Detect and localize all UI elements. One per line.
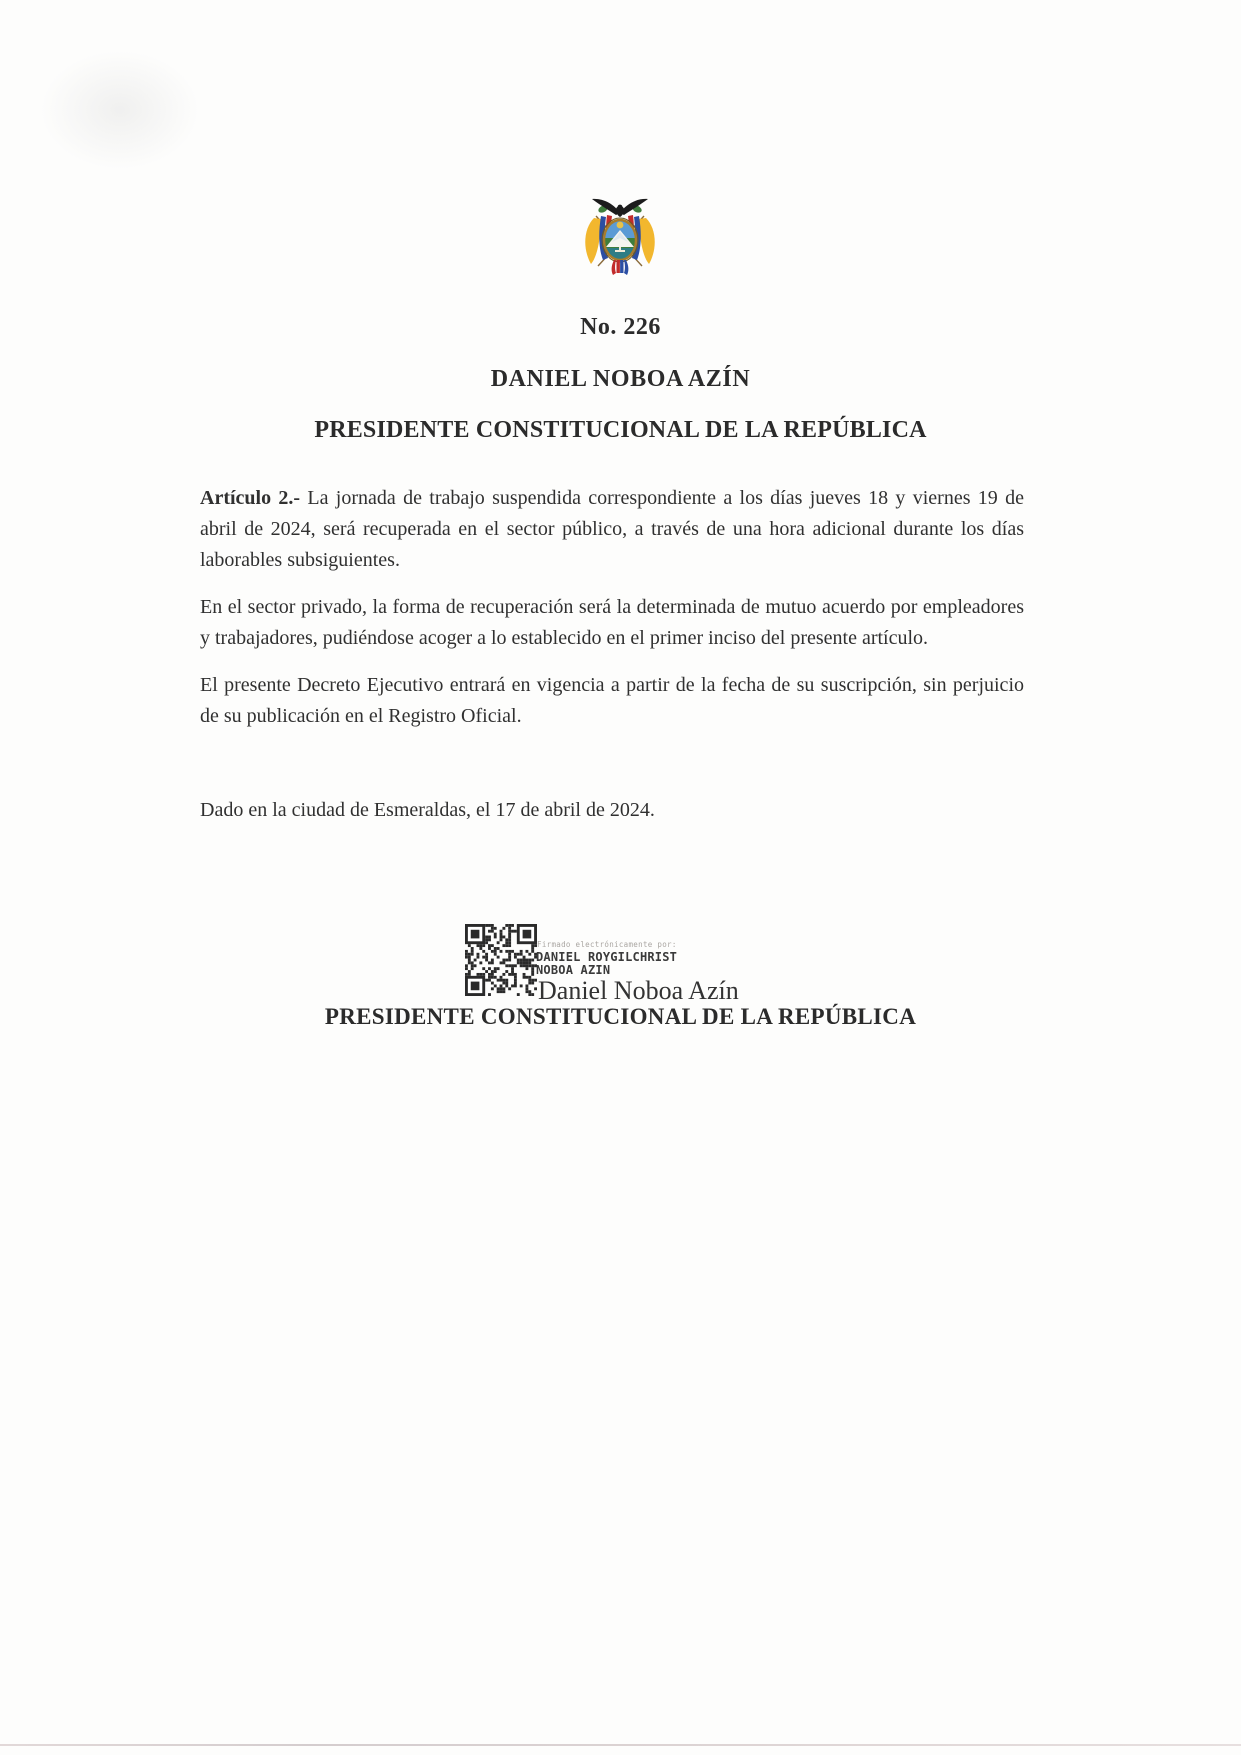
effective-date-paragraph: El presente Decreto Ejecutivo entrará en vigencia a partir de la fecha de su suscripción, sin perjuicio de su publicación en el Registro Oficial.: [200, 674, 1024, 727]
stamp-caption: Firmado electrónicamente por:: [537, 940, 677, 949]
digital-signature-qr-code: [465, 924, 537, 996]
stamp-signer-name-line1: DANIEL ROYGILCHRIST: [536, 950, 678, 964]
president-name-heading: DANIEL NOBOA AZÍN: [490, 366, 751, 392]
president-title-heading: PRESIDENTE CONSTITUCIONAL DE LA REPÚBLICA: [314, 417, 927, 443]
scan-smudge: [40, 50, 200, 170]
ecuador-coat-of-arms-icon: [570, 194, 670, 290]
article-2-paragraph: [200, 483, 1024, 576]
decree-number: No. 226: [580, 314, 661, 340]
signed-title: PRESIDENTE CONSTITUCIONAL DE LA REPÚBLICA: [324, 1004, 917, 1029]
dateline: Dado en la ciudad de Esmeraldas, el 17 de abril de 2024.: [200, 799, 655, 821]
article-2-text: La jornada de trabajo suspendida correspondiente a los días jueves 18 y viernes 19 de abril de 2024, será recuperada en el sector público, a través de una hora adicional durante los días laborables subsiguientes.: [200, 487, 1024, 571]
signed-name: Daniel Noboa Azín: [538, 976, 739, 1005]
article-2-label: Artículo 2.-: [200, 487, 301, 509]
scan-edge-line: [0, 1744, 1241, 1746]
stamp-signer-name-line2: NOBOA AZIN: [536, 963, 611, 977]
private-sector-paragraph: En el sector privado, la forma de recuperación será la determinada de mutuo acuerdo por empleadores y trabajadores, pudiéndose acoger a lo establecido en el primer inciso del presente artículo.: [200, 596, 1024, 649]
decree-body: [200, 483, 1024, 748]
